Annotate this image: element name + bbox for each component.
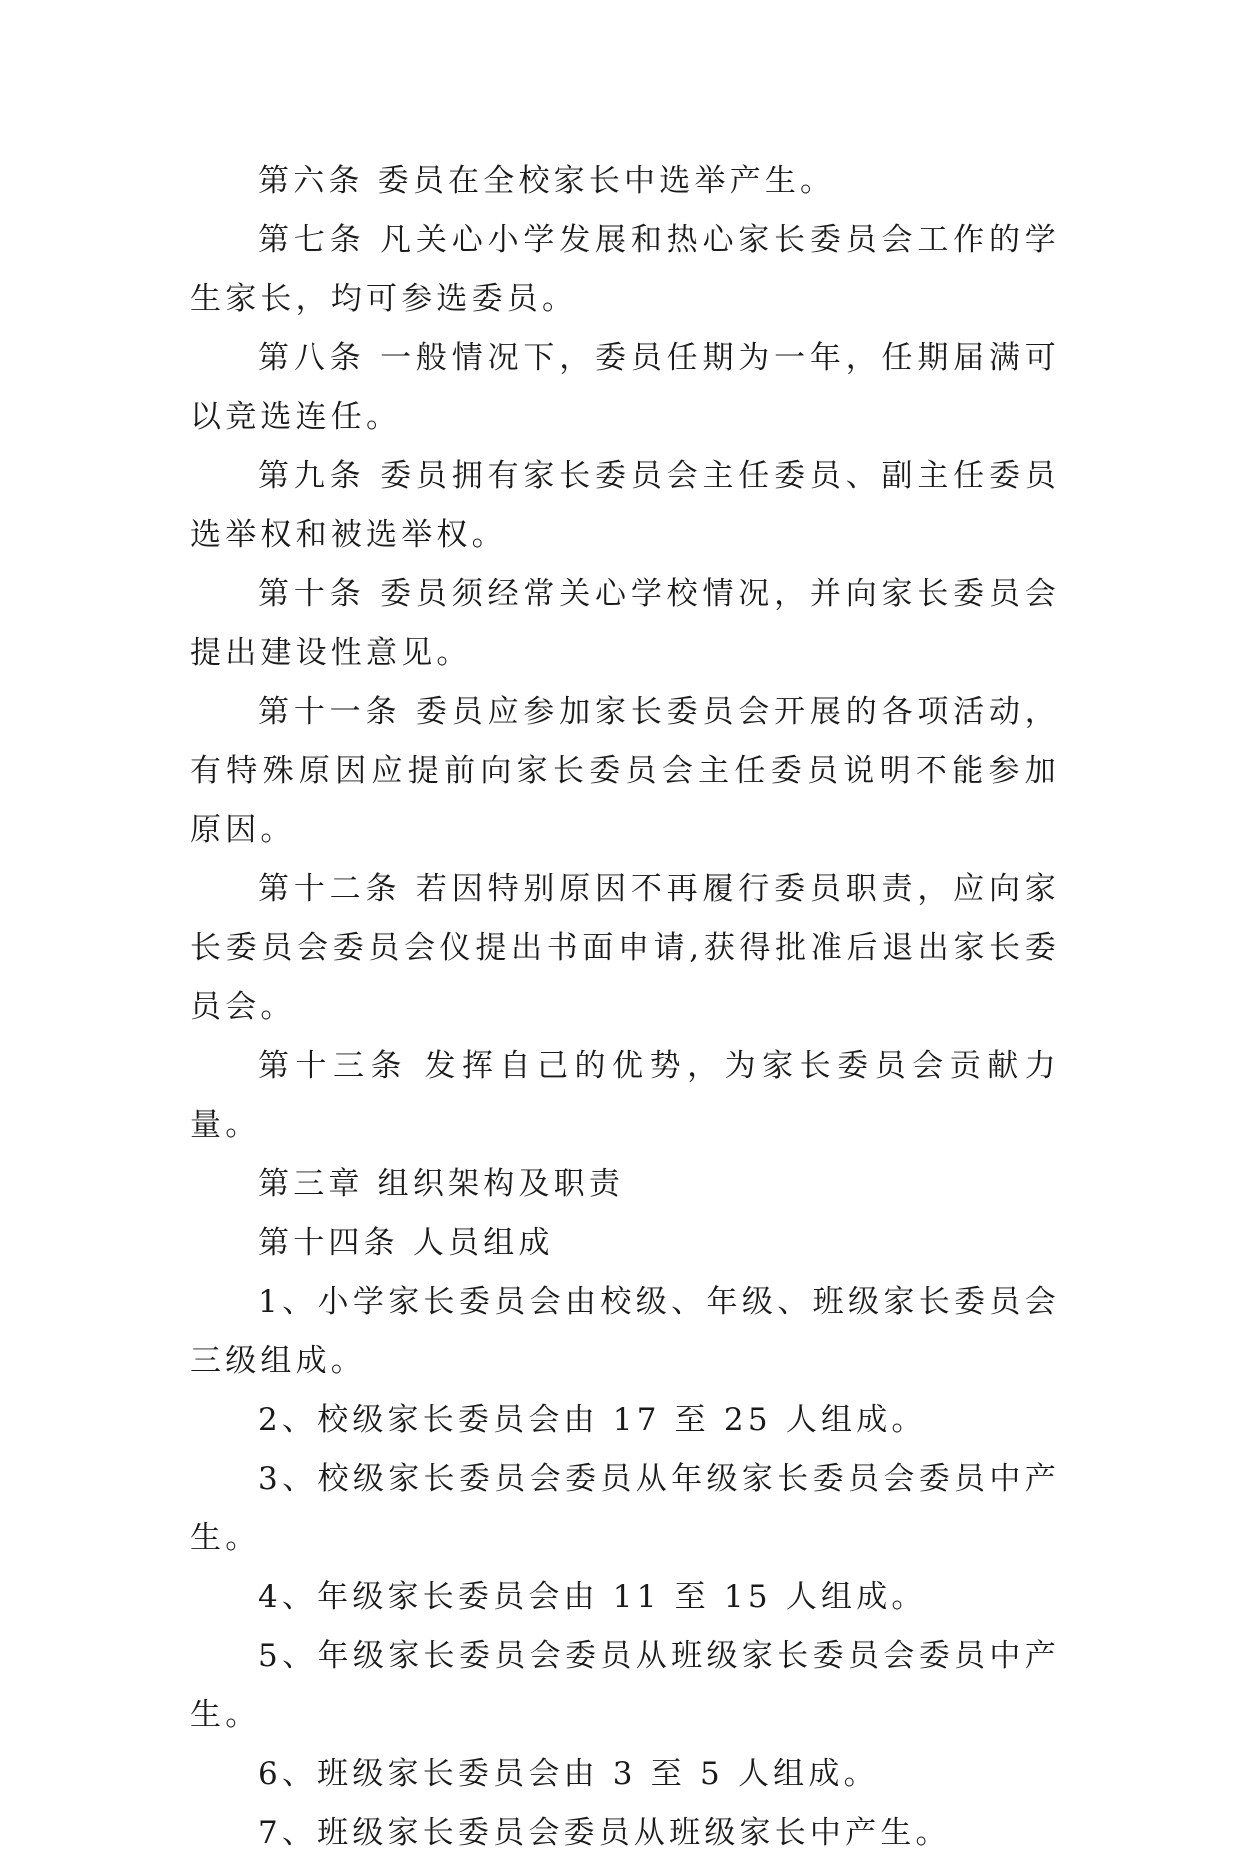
- list-item-7: 7、班级家长委员会委员从班级家长中产生。: [258, 1815, 951, 1851]
- list-item-6: 6、班级家长委员会由 3 至 5 人组成。: [258, 1756, 879, 1792]
- chapter-3-heading: 第三章 组织架构及职责: [258, 1166, 625, 1202]
- article-12: 第十二条 若因特别原因不再履行委员职责，应向家长委员会委员会仪提出书面申请,获得批准后退出家长委员会。: [190, 871, 1060, 1025]
- article-13: 第十三条 发挥自己的优势，为家长委员会贡献力量。: [190, 1048, 1060, 1143]
- list-item-2: 2、校级家长委员会由 17 至 25 人组成。: [258, 1402, 927, 1438]
- article-10: 第十条 委员须经常关心学校情况，并向家长委员会提出建设性意见。: [190, 576, 1060, 671]
- list-item-1: 1、小学家长委员会由校级、年级、班级家长委员会三级组成。: [190, 1284, 1060, 1379]
- article-14: 第十四条 人员组成: [258, 1225, 554, 1261]
- list-item-5: 5、年级家长委员会委员从班级家长委员会委员中产生。: [190, 1638, 1060, 1733]
- article-7: 第七条 凡关心小学发展和热心家长委员会工作的学生家长，均可参选委员。: [190, 222, 1060, 317]
- list-item-3: 3、校级家长委员会委员从年级家长委员会委员中产生。: [190, 1461, 1060, 1556]
- document-body: [190, 152, 1060, 1863]
- article-8: 第八条 一般情况下，委员任期为一年，任期届满可以竞选连任。: [190, 340, 1060, 435]
- article-6: 第六条 委员在全校家长中选举产生。: [258, 163, 836, 199]
- article-9: 第九条 委员拥有家长委员会主任委员、副主任委员选举权和被选举权。: [190, 458, 1060, 553]
- article-11: 第十一条 委员应参加家长委员会开展的各项活动，有特殊原因应提前向家长委员会主任委员说明不能参加原因。: [190, 694, 1060, 848]
- list-item-4: 4、年级家长委员会由 11 至 15 人组成。: [258, 1579, 927, 1615]
